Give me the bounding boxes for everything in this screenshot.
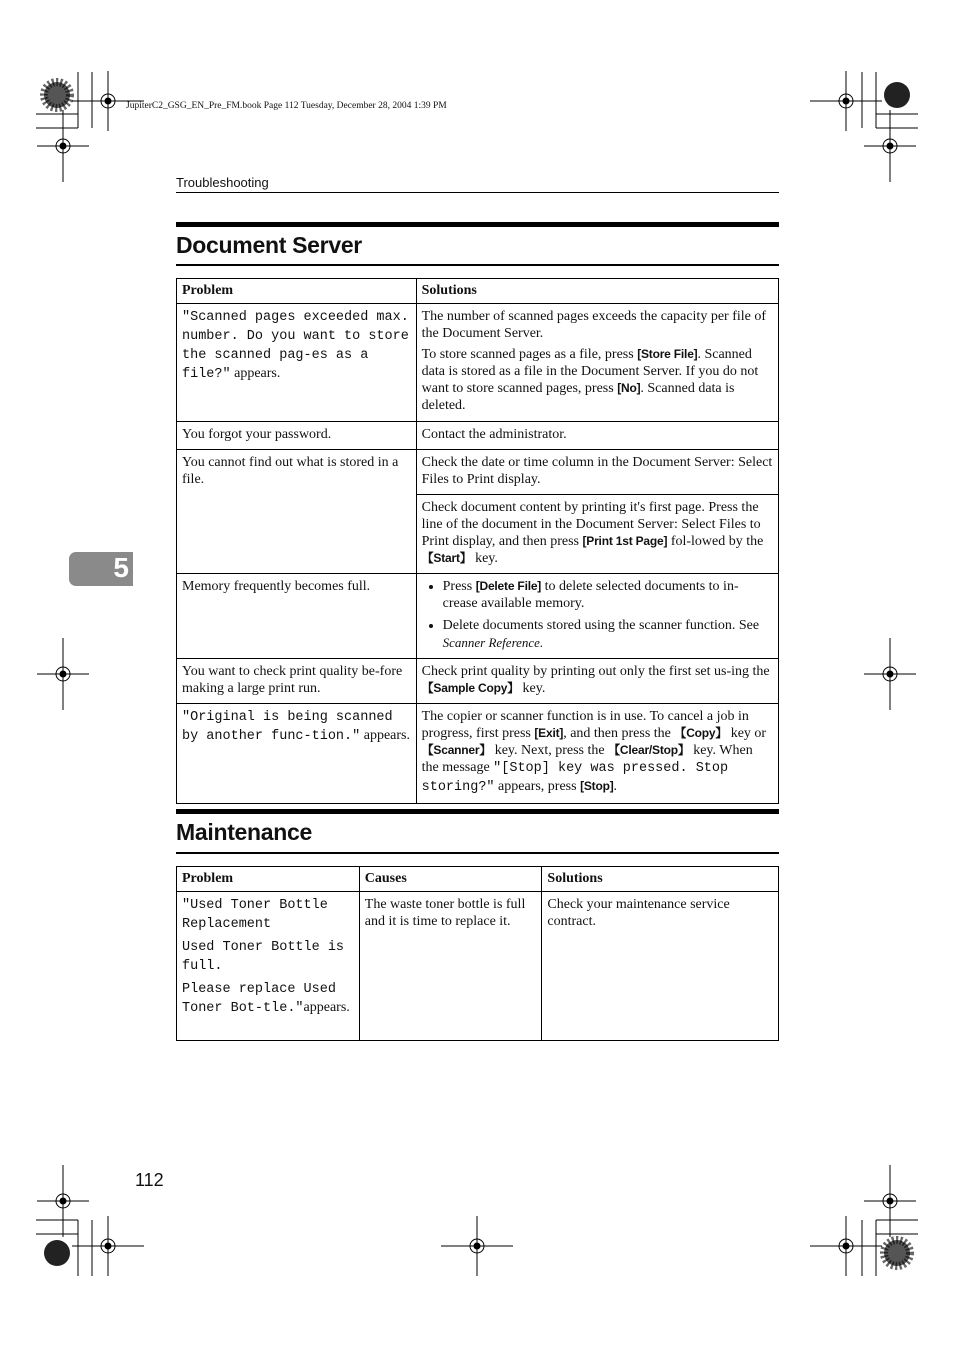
table-row bbox=[177, 892, 779, 1041]
problem-suffix: appears. bbox=[303, 1000, 350, 1015]
column-header-solutions: Solutions bbox=[542, 867, 779, 892]
text: key. bbox=[471, 551, 498, 566]
table-row bbox=[177, 450, 779, 495]
key-label: [Exit] bbox=[534, 726, 564, 740]
problem-cell: Memory frequently becomes full. bbox=[177, 574, 417, 659]
text: . Scanned data is deleted. bbox=[421, 381, 735, 413]
key-label: [Delete File] bbox=[475, 579, 542, 593]
section-bottom-rule bbox=[176, 852, 779, 854]
column-header-causes: Causes bbox=[359, 867, 542, 892]
message-text: "[Stop] key was pressed. Stop storing?" bbox=[421, 761, 729, 795]
solution-cell: Check your maintenance service contract. bbox=[542, 892, 779, 1041]
document-server-table bbox=[176, 278, 779, 804]
key-label: 【Clear/Stop】 bbox=[608, 743, 690, 757]
solution-cell: Check the date or time column in the Document Server: Select Files to Print display. bbox=[416, 450, 778, 495]
problem-suffix: appears. bbox=[360, 728, 410, 743]
column-header-problem: Problem bbox=[177, 867, 360, 892]
solution-text: The number of scanned pages exceeds the capacity per file of the Document Server. bbox=[421, 309, 767, 341]
problem-cell bbox=[177, 304, 417, 422]
problem-cell: You forgot your password. bbox=[177, 422, 417, 450]
solution-cell bbox=[416, 704, 778, 804]
key-label: 【Scanner】 bbox=[421, 743, 492, 757]
key-label: 【Sample Copy】 bbox=[421, 681, 520, 695]
solution-cell: Contact the administrator. bbox=[416, 422, 778, 450]
list-item bbox=[443, 578, 773, 612]
key-label: [Store File] bbox=[637, 347, 698, 361]
chapter-number: 5 bbox=[113, 552, 129, 583]
page-number: 112 bbox=[135, 1170, 164, 1190]
text: key or bbox=[727, 726, 767, 741]
text: Delete documents stored using the scanner function. See bbox=[442, 618, 760, 633]
problem-cell: You cannot find out what is stored in a file. bbox=[177, 450, 417, 574]
table-row bbox=[177, 422, 779, 450]
text: To store scanned pages as a file, press bbox=[421, 347, 638, 362]
text: fol-lowed by the bbox=[667, 534, 764, 549]
solution-cell bbox=[416, 304, 778, 422]
problem-suffix: appears. bbox=[230, 366, 281, 381]
print-metadata-line: JupiterC2_GSG_EN_Pre_FM.book Page 112 Tuesday, December 28, 2004 1:39 PM bbox=[126, 101, 447, 111]
solution-list bbox=[422, 578, 773, 652]
table-row bbox=[177, 704, 779, 804]
running-head: Troubleshooting bbox=[176, 175, 269, 190]
solution-cell bbox=[416, 659, 778, 704]
chapter-tab bbox=[69, 552, 133, 586]
key-label: 【Start】 bbox=[421, 551, 472, 565]
table-header-row bbox=[177, 867, 779, 892]
section-top-rule bbox=[176, 222, 779, 227]
cause-cell: The waste toner bottle is full and it is time to replace it. bbox=[359, 892, 542, 1041]
solution-cell bbox=[416, 495, 778, 574]
text: . Scanned data is stored as a file in the Document Server. If you do not want to store scanned pages, press bbox=[421, 347, 759, 396]
message-text: "Original is being scanned by another func-tion." bbox=[182, 710, 393, 744]
text: Check print quality by printing out only the first set us-ing the bbox=[421, 664, 770, 679]
message-text: "Scanned pages exceeded max. number. Do you want to store the scanned pag-es as a file?" bbox=[182, 310, 409, 382]
section-title-maintenance: Maintenance bbox=[176, 819, 313, 845]
text: . bbox=[613, 779, 618, 794]
text: key. When the message bbox=[421, 743, 753, 775]
text: The copier or scanner function is in use. To cancel a job in progress, first press bbox=[421, 709, 749, 741]
table-row bbox=[177, 574, 779, 659]
message-text: Used Toner Bottle is full. bbox=[182, 940, 345, 974]
message-text: "Used Toner Bottle Replacement bbox=[182, 898, 328, 932]
text: appears, press bbox=[494, 779, 581, 794]
solution-cell bbox=[416, 574, 778, 659]
section-title-document-server: Document Server bbox=[176, 232, 362, 258]
column-header-problem: Problem bbox=[177, 279, 417, 304]
problem-cell bbox=[177, 892, 360, 1041]
section-bottom-rule bbox=[176, 264, 779, 266]
text: Press bbox=[442, 579, 476, 594]
header-rule bbox=[176, 192, 779, 193]
key-label: 【Copy】 bbox=[674, 726, 728, 740]
text: key. bbox=[519, 681, 546, 696]
table-row bbox=[177, 659, 779, 704]
table-row bbox=[177, 304, 779, 422]
problem-cell bbox=[177, 704, 417, 804]
table-header-row bbox=[177, 279, 779, 304]
reference-title: Scanner Reference. bbox=[442, 635, 544, 650]
text: to delete selected documents to in-crease available memory. bbox=[442, 579, 739, 611]
text: key. Next, press the bbox=[491, 743, 609, 758]
message-text bbox=[182, 980, 354, 1018]
column-header-solutions: Solutions bbox=[416, 279, 778, 304]
text: Check document content by printing it's first page. Press the line of the document in the Document Server: Select Files to Print display, and then press bbox=[421, 500, 761, 549]
key-label: [No] bbox=[617, 381, 641, 395]
solution-text bbox=[422, 346, 773, 414]
key-label: [Print 1st Page] bbox=[582, 534, 668, 548]
list-item bbox=[443, 617, 773, 652]
section-top-rule bbox=[176, 809, 779, 814]
key-label: [Stop] bbox=[580, 779, 614, 793]
maintenance-table bbox=[176, 866, 779, 1041]
text: , and then press the bbox=[563, 726, 675, 741]
problem-cell: You want to check print quality be-fore making a large print run. bbox=[177, 659, 417, 704]
message-code: Please replace Used Toner Bot-tle." bbox=[182, 982, 336, 1016]
